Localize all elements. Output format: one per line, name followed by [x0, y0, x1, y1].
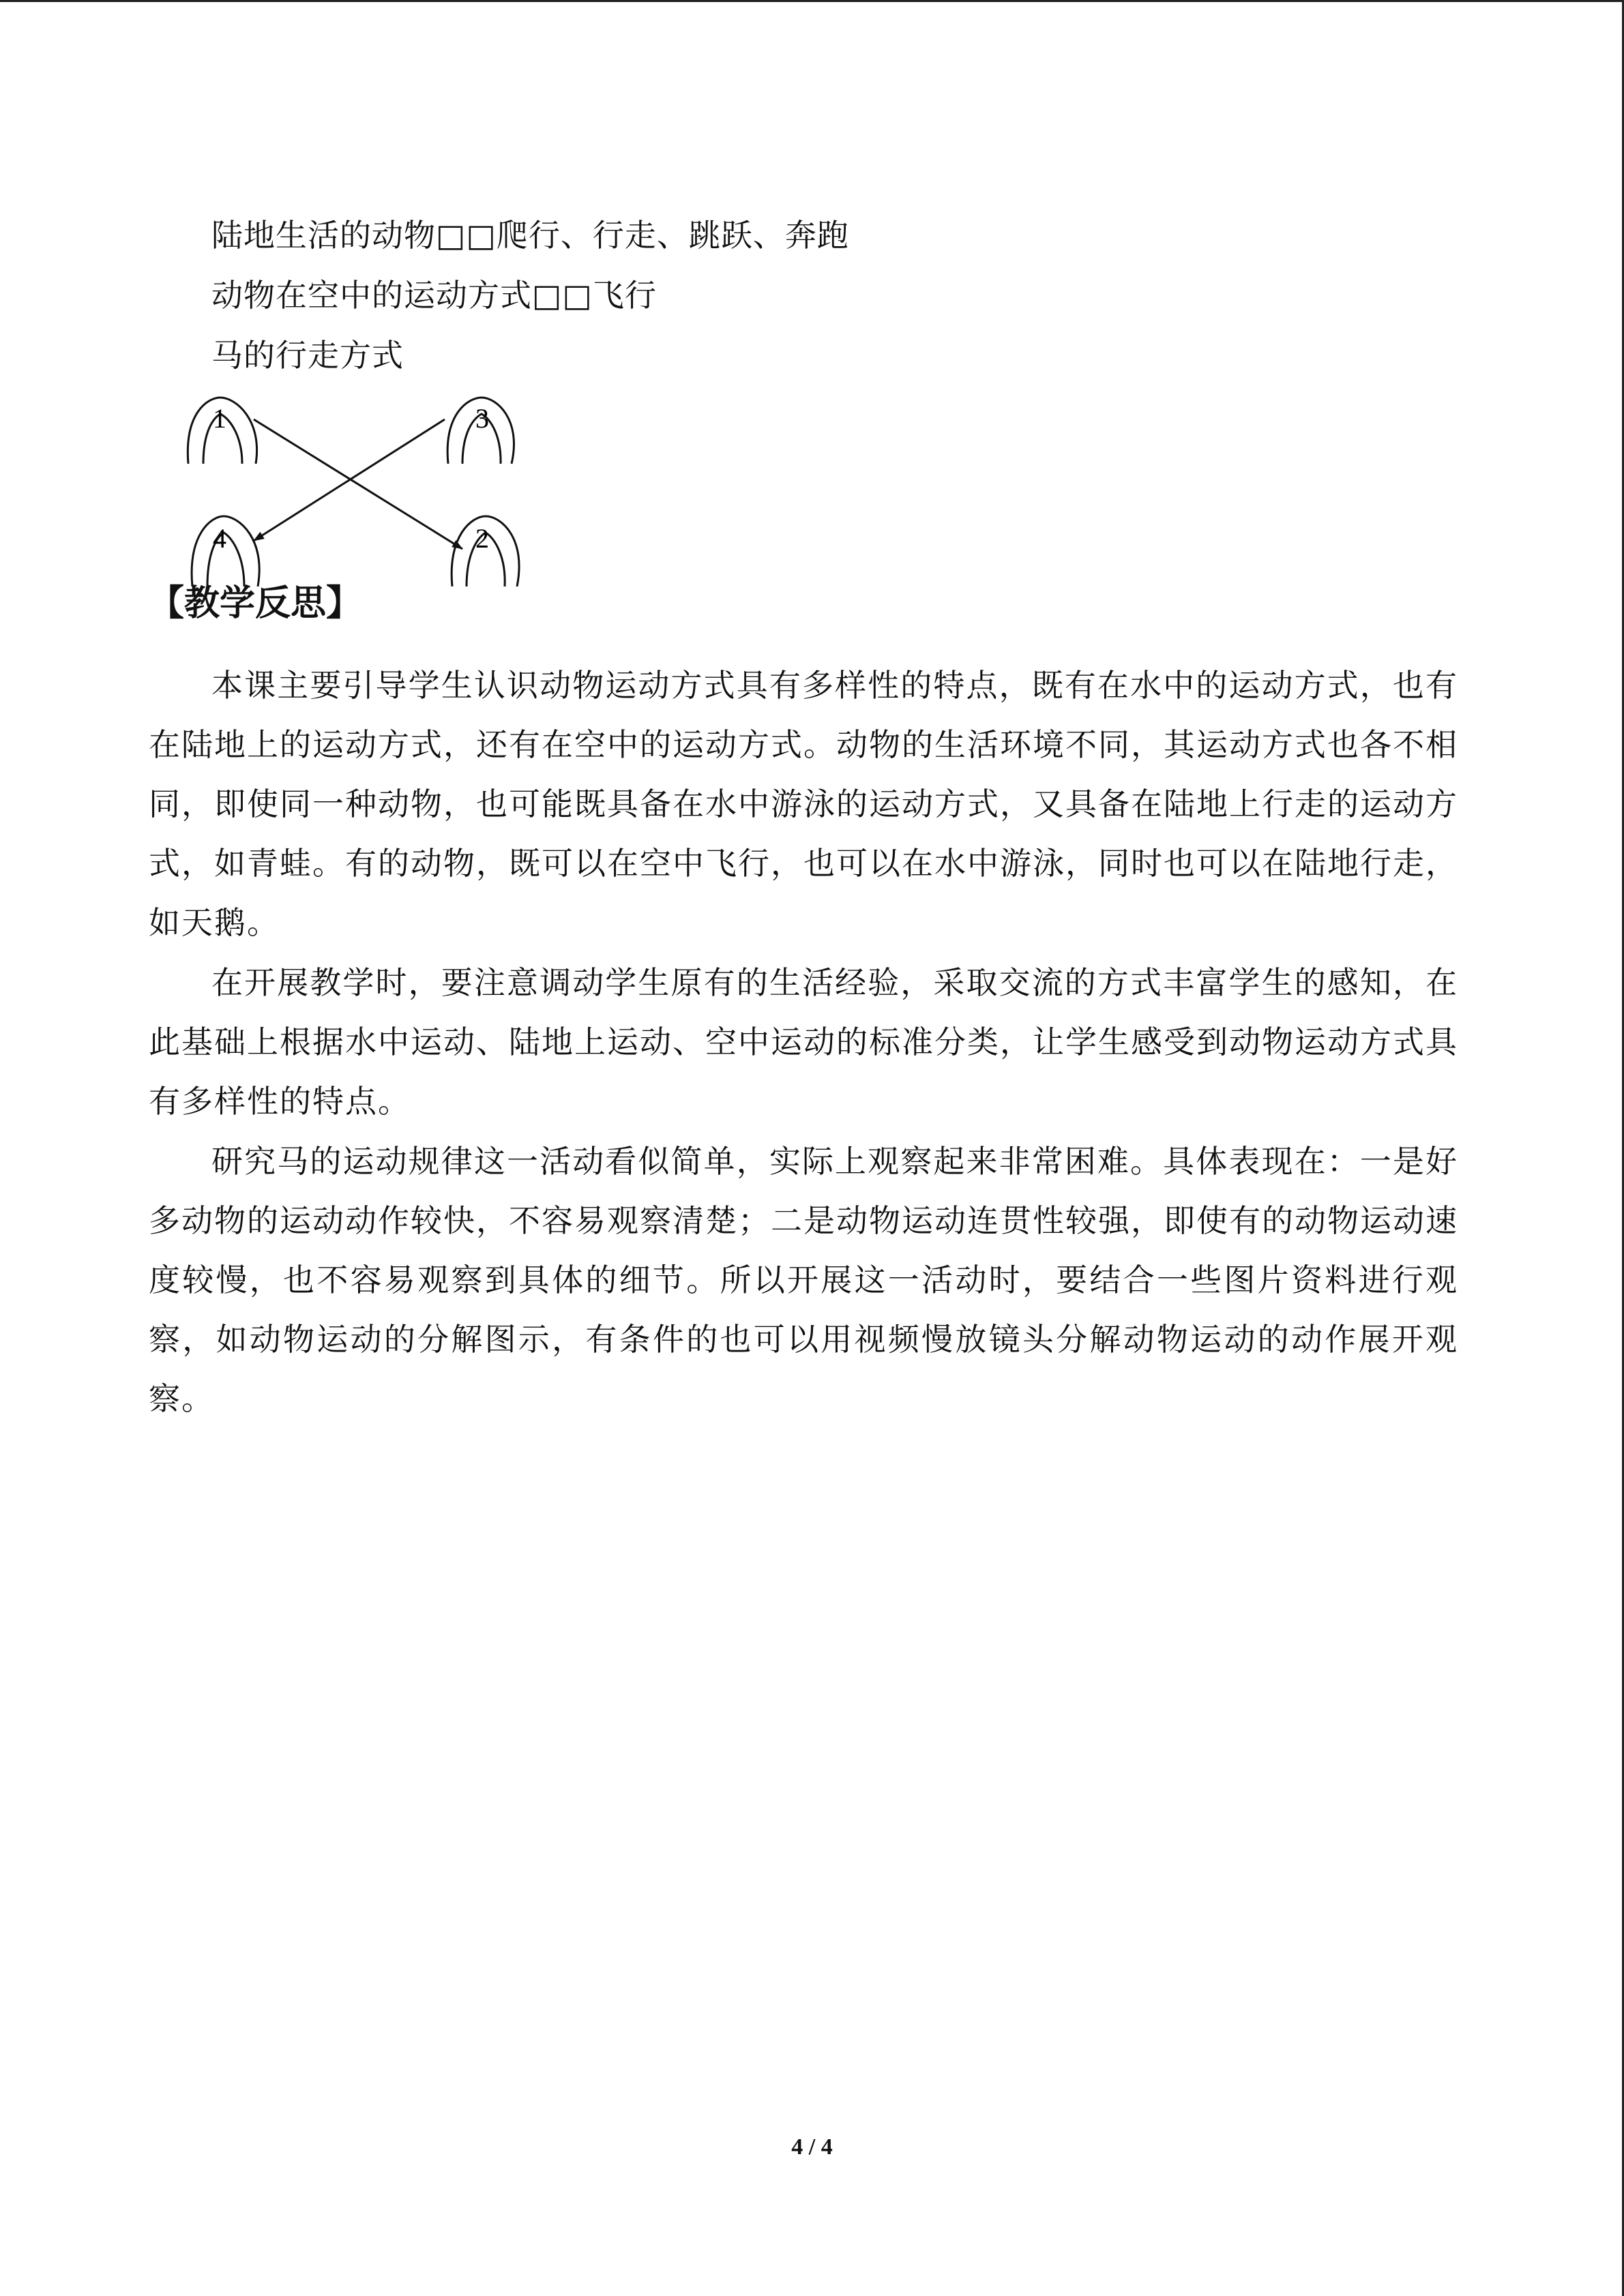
hoof-3-icon — [447, 398, 514, 464]
intro-line-land-animals: 陆地生活的动物□□爬行、行走、跳跃、奔跑 — [211, 217, 849, 254]
hoof-1-label: 1 — [213, 403, 226, 434]
hoof-2-icon — [452, 516, 519, 586]
reflection-paragraph-1: 本课主要引导学生认识动物运动方式具有多样性的特点，既有在水中的运动方式，也有在陆地上的运动方式，还有在空中的运动方式。动物的生活环境不同，其运动方式也各不相同，即使同一种动物，也可能既具备在水中游泳的运动方式，又具备在陆地上行走的运动方式，如青蛙。有的动物，既可以在空中飞行，也可以在水中游泳，同时也可以在陆地行走，如天鹅。 — [149, 667, 1458, 941]
reflection-paragraph-2: 在开展教学时，要注意调动学生原有的生活经验，采取交流的方式丰富学生的感知，在此基础上根据水中运动、陆地上运动、空中运动的标准分类，让学生感受到动物运动方式具有多样性的特点。 — [149, 964, 1458, 1120]
arrow-1-to-2 — [254, 419, 462, 549]
hoof-2-label: 2 — [475, 523, 489, 554]
hoof-3-label: 3 — [475, 403, 489, 434]
hoof-4-label: 4 — [213, 523, 226, 554]
page-number: 4 / 4 — [791, 2134, 833, 2160]
hoof-1-icon — [188, 398, 256, 464]
horse-gait-diagram — [177, 385, 532, 597]
page-top-border — [0, 0, 1624, 2]
intro-line-air-animals: 动物在空中的运动方式□□飞行 — [211, 277, 657, 314]
reflection-paragraph-3: 研究马的运动规律这一活动看似简单，实际上观察起来非常困难。具体表现在：一是好多动物的运动动作较快，不容易观察清楚；二是动物运动连贯性较强，即使有的动物运动速度较慢，也不容易观察到具体的细节。所以开展这一活动时，要结合一些图片资料进行观察，如动物运动的分解图示，有条件的也可以用视频慢放镜头分解动物运动的动作展开观察。 — [149, 1143, 1458, 1417]
intro-line-horse-gait: 马的行走方式 — [211, 337, 404, 374]
reflection-title: 【教学反思】 — [149, 583, 362, 624]
hoof-4-icon — [192, 516, 259, 586]
